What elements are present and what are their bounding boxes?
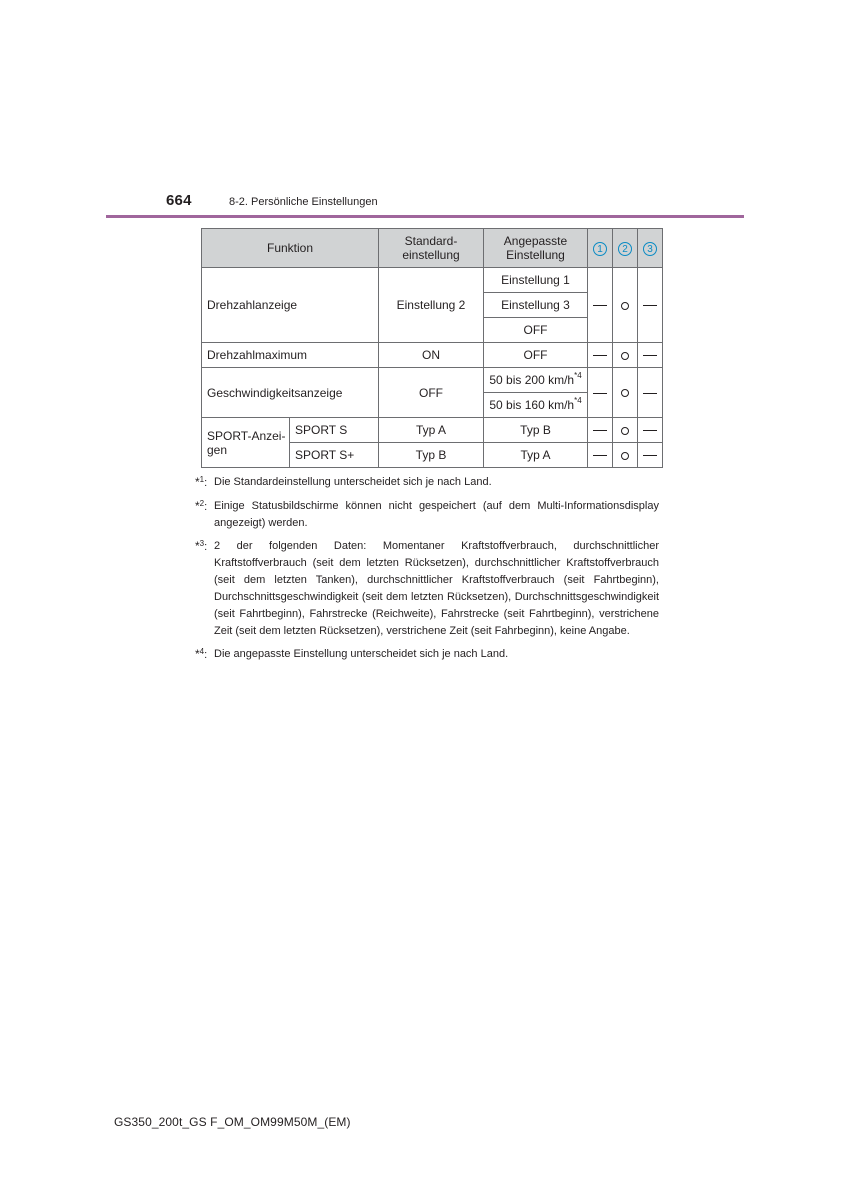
table-row bbox=[202, 343, 663, 368]
footnote-marker bbox=[195, 498, 214, 532]
footnote-text: Die Standardeinstellung unterscheidet sich je nach Land. bbox=[214, 476, 492, 488]
cell-col1 bbox=[588, 443, 613, 468]
circle-number-2-icon: 2 bbox=[618, 242, 632, 256]
footnote-star: * bbox=[195, 499, 200, 513]
footnote-number: 1 bbox=[199, 475, 205, 484]
footnote-3 bbox=[195, 538, 659, 640]
cell-sport-mode: SPORT S+ bbox=[290, 443, 379, 468]
cell-col1 bbox=[588, 268, 613, 343]
header-col-2 bbox=[613, 229, 638, 268]
cell-col1 bbox=[588, 418, 613, 443]
dash-icon bbox=[593, 393, 607, 394]
cell-standard-sport: Typ A bbox=[379, 418, 484, 443]
cell-col2 bbox=[613, 418, 638, 443]
footnote-2 bbox=[195, 498, 659, 532]
header-angepasste bbox=[484, 229, 588, 268]
cell-option bbox=[484, 368, 588, 393]
dash-icon bbox=[593, 430, 607, 431]
footnote-text: Die angepasste Einstellung unterscheidet sich je nach Land. bbox=[214, 648, 509, 660]
footnote-marker bbox=[195, 474, 214, 492]
dash-icon bbox=[643, 355, 657, 356]
footnote-number: 3 bbox=[199, 539, 205, 548]
footnote-marker bbox=[195, 646, 214, 664]
circle-icon bbox=[621, 427, 629, 435]
footnote-ref: *4 bbox=[574, 371, 582, 380]
table-row bbox=[202, 268, 663, 293]
cell-standard-sport: Typ B bbox=[379, 443, 484, 468]
header-funktion: Funktion bbox=[202, 229, 379, 268]
circle-icon bbox=[621, 452, 629, 460]
table-header-row bbox=[202, 229, 663, 268]
dash-icon bbox=[593, 455, 607, 456]
cell-col3 bbox=[638, 368, 663, 418]
cell-option: Einstellung 1 bbox=[484, 268, 588, 293]
footnote-separator: : bbox=[204, 649, 208, 661]
footnote-text: 2 der folgenden Daten: Momentaner Kraftstoffverbrauch, durchschnittlicher Kraftstoffverbrauch (seit dem letzten Rücksetzen), durchschnittlicher Kraftstoffverbrauch (seit dem letzten Tanken), durchschnittlicher Kraftstoffverbrauch (seit Fahrtbeginn), Durchschnittsgeschwindigkeit (seit dem letzten Rücksetzen), Durchschnittsgeschwindigkeit (seit Fahrtbeginn), Fahrstrecke (Reichweite), Fahrstrecke (seit Fahrtbeginn), verstrichene Zeit (seit dem letzten Rücksetzen), verstrichene Zeit (seit Fahrbeginn), keine Angabe. bbox=[214, 540, 659, 637]
cell-col2 bbox=[613, 343, 638, 368]
header-standard-line1: Standard- bbox=[404, 234, 458, 248]
header-angepasste-line2: Einstellung bbox=[506, 248, 565, 262]
cell-col2 bbox=[613, 268, 638, 343]
header-col-1 bbox=[588, 229, 613, 268]
cell-standard-drehzahlanzeige: Einstellung 2 bbox=[379, 268, 484, 343]
circle-icon bbox=[621, 302, 629, 310]
footnote-4 bbox=[195, 646, 659, 664]
footnote-number: 4 bbox=[199, 647, 205, 656]
cell-option: OFF bbox=[484, 318, 588, 343]
cell-col1 bbox=[588, 368, 613, 418]
cell-col2 bbox=[613, 443, 638, 468]
page-number: 664 bbox=[166, 192, 192, 209]
circle-icon bbox=[621, 352, 629, 360]
circle-number-3-icon: 3 bbox=[643, 242, 657, 256]
cell-option bbox=[484, 393, 588, 418]
cell-option: Typ A bbox=[484, 443, 588, 468]
dash-icon bbox=[593, 305, 607, 306]
footnotes bbox=[195, 474, 659, 670]
cell-col3 bbox=[638, 268, 663, 343]
header-standard-line2: einstellung bbox=[402, 248, 460, 262]
table-row bbox=[202, 418, 663, 443]
header-angepasste-line1: Angepasste bbox=[503, 234, 568, 248]
dash-icon bbox=[593, 355, 607, 356]
cell-col3 bbox=[638, 443, 663, 468]
footnote-marker bbox=[195, 538, 214, 640]
header-standard bbox=[379, 229, 484, 268]
circle-number-1-icon: 1 bbox=[593, 242, 607, 256]
cell-col3 bbox=[638, 343, 663, 368]
cell-option: Einstellung 3 bbox=[484, 293, 588, 318]
cell-col3 bbox=[638, 418, 663, 443]
cell-function-drehzahlanzeige: Drehzahlanzeige bbox=[202, 268, 379, 343]
dash-icon bbox=[643, 455, 657, 456]
circle-icon bbox=[621, 389, 629, 397]
dash-icon bbox=[643, 430, 657, 431]
footnote-1 bbox=[195, 474, 659, 492]
footnote-separator: : bbox=[204, 541, 208, 553]
cell-function-drehzahlmaximum: Drehzahlmaximum bbox=[202, 343, 379, 368]
footnote-text: Einige Statusbildschirme können nicht gespeichert (auf dem Multi-Informationsdisplay angezeigt) werden. bbox=[214, 500, 659, 529]
dash-icon bbox=[643, 305, 657, 306]
option-text: 50 bis 200 km/h bbox=[489, 373, 575, 387]
settings-table bbox=[201, 228, 663, 468]
option-text: 50 bis 160 km/h bbox=[489, 398, 575, 412]
header-col-3 bbox=[638, 229, 663, 268]
cell-standard-geschwindigkeitsanzeige: OFF bbox=[379, 368, 484, 418]
cell-sport-mode: SPORT S bbox=[290, 418, 379, 443]
footer-code: GS350_200t_GS F_OM_OM99M50M_(EM) bbox=[114, 1115, 351, 1129]
sport-label-line1: SPORT-Anzei- bbox=[207, 428, 286, 443]
cell-option: OFF bbox=[484, 343, 588, 368]
footnote-star: * bbox=[195, 539, 200, 553]
footnote-ref: *4 bbox=[574, 396, 582, 405]
footnote-separator: : bbox=[204, 477, 208, 489]
header-divider bbox=[106, 215, 744, 218]
cell-function-sport bbox=[202, 418, 290, 468]
footnote-separator: : bbox=[204, 501, 208, 513]
sport-label-line2: gen bbox=[207, 442, 228, 457]
cell-col1 bbox=[588, 343, 613, 368]
footnote-star: * bbox=[195, 475, 200, 489]
dash-icon bbox=[643, 393, 657, 394]
cell-function-geschwindigkeitsanzeige: Geschwindigkeitsanzeige bbox=[202, 368, 379, 418]
cell-col2 bbox=[613, 368, 638, 418]
footnote-star: * bbox=[195, 647, 200, 661]
table-row bbox=[202, 368, 663, 393]
cell-standard-drehzahlmaximum: ON bbox=[379, 343, 484, 368]
footnote-number: 2 bbox=[199, 499, 205, 508]
cell-option: Typ B bbox=[484, 418, 588, 443]
section-title: 8-2. Persönliche Einstellungen bbox=[229, 196, 378, 208]
